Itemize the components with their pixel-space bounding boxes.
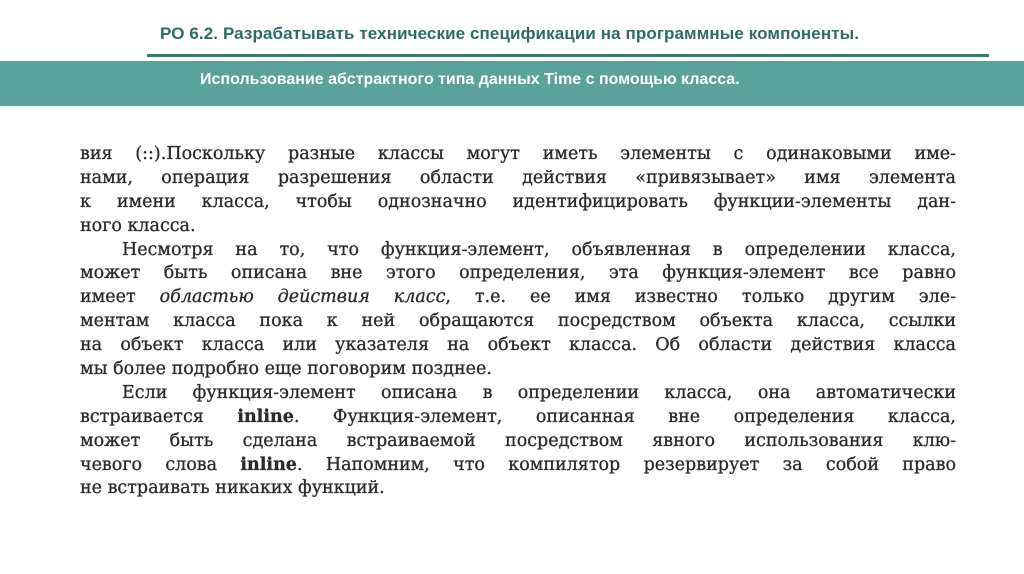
text-line: к имени класса, чтобы однозначно идентифицировать функции-элементы дан- [80,191,956,212]
text-line: мы более подробно еще поговорим позднее. [80,359,492,380]
text-line [80,286,956,310]
text-line: Если функция-элемент описана в определении класса, она автоматически [122,382,956,403]
text-line [80,454,956,478]
text-line: Несмотря на то, что функция-элемент, объявленная в определении класса, [122,239,956,260]
title-divider [147,54,989,57]
keyword-inline: inline [237,406,294,427]
slide-title: РО 6.2. Разрабатывать технические спецификации на программные компоненты. [160,24,860,43]
text-fragment: . Функция-элемент, описанная вне определения класса, [293,406,956,427]
text-line: на объект класса или указателя на объект класса. Об области действия класса [80,335,956,356]
text-line: ментам класса пока к ней обращаются посредством объекта класса, ссылки [80,311,956,332]
text-line: нами, операция разрешения области действия «привязывает» имя элемента [80,167,956,188]
text-line: может быть описана вне этого определения, эта функция-элемент все равно [80,263,956,284]
text-line [80,406,956,430]
text-fragment: встраивается [80,406,238,427]
text-line: вия (::).Поскольку разные классы могут иметь элементы с одинаковыми име- [80,144,956,164]
text-line: ного класса. [80,215,196,236]
scanned-text-excerpt [80,143,956,501]
italic-term: областью действия класс [159,287,446,308]
text-line: не встраивать никаких функций. [80,478,385,499]
text-fragment: . Напомним, что компилятор резервирует за собой право [296,454,956,475]
keyword-inline: inline [240,454,297,475]
text-line: может быть сделана встраиваемой посредством явного использования клю- [80,430,956,451]
slide-subtitle: Использование абстрактного типа данных Time с помощью класса. [200,71,740,88]
text-fragment: имеет [80,287,160,308]
text-fragment: , т.е. ее имя известно только другим эле- [445,287,956,308]
text-fragment: чевого слова [80,454,241,475]
